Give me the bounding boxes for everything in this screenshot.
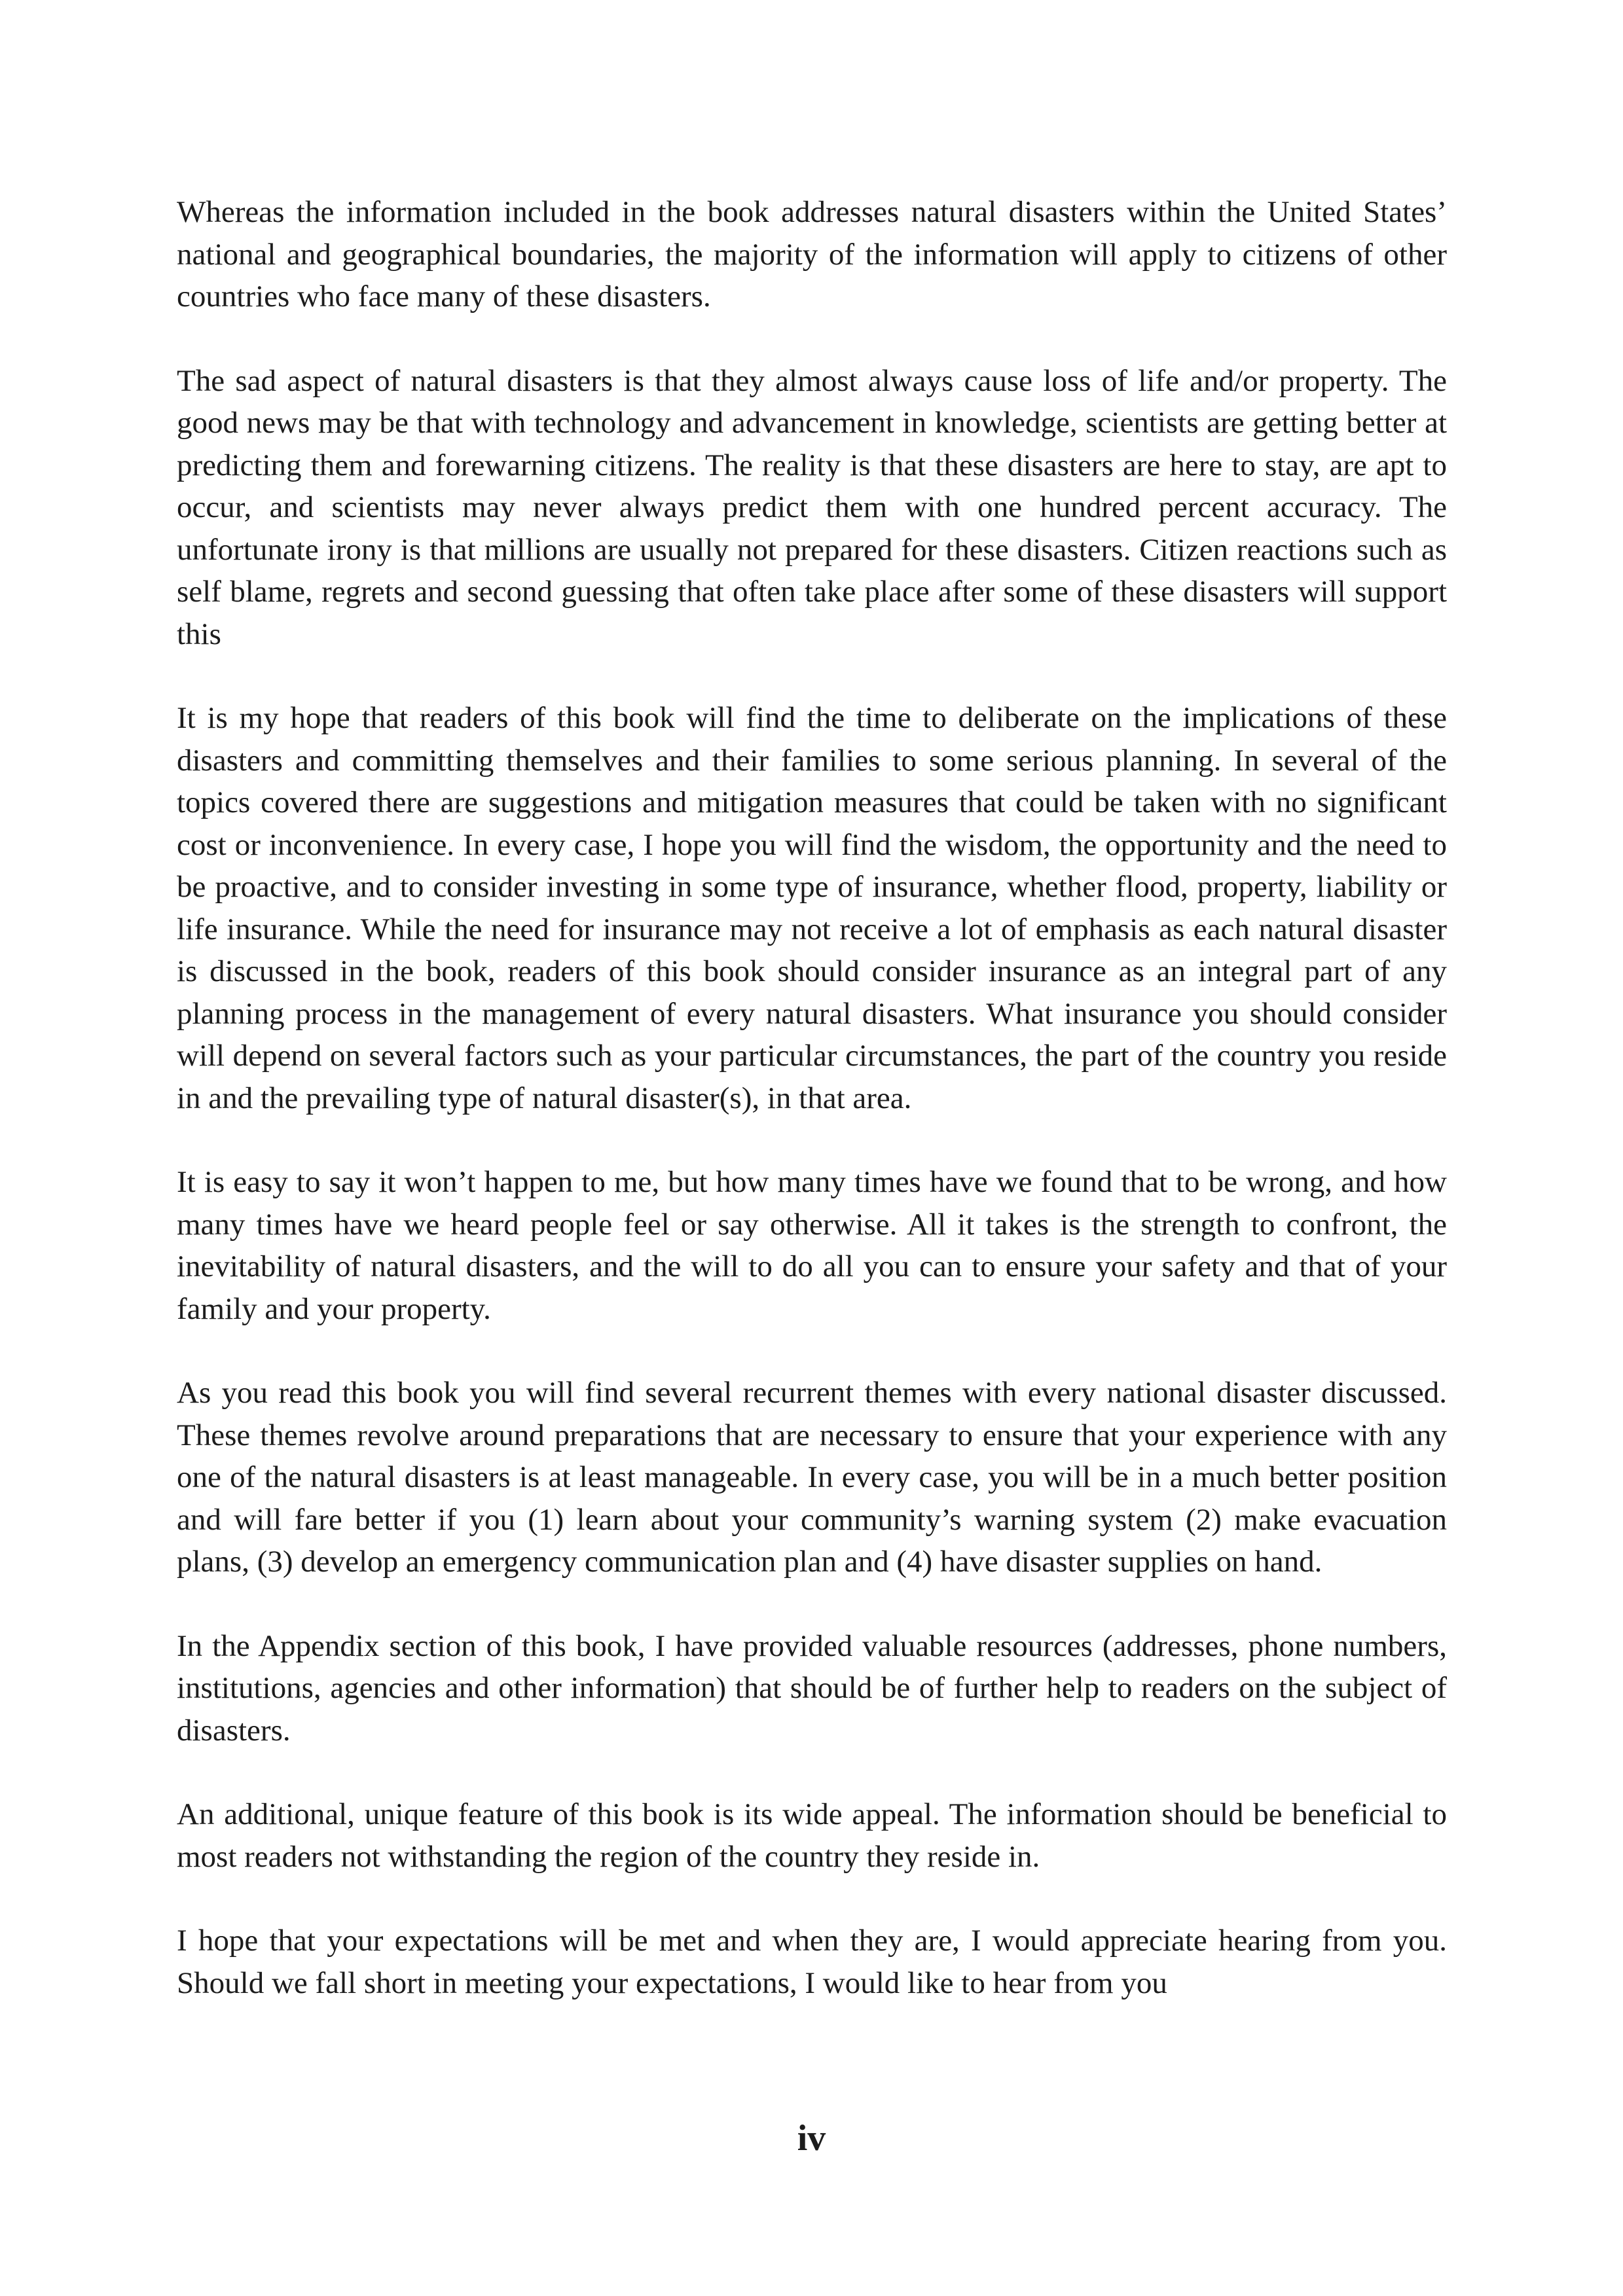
paragraph-expectations: I hope that your expectations will be met and when they are, I would appreciate hearing from you. Should we fall short in meeting your expectations, I would like to hear from you (177, 1924, 1447, 2000)
paragraph-wide-appeal: An additional, unique feature of this book is its wide appeal. The information should be beneficial to most readers not withstanding the region of the country they reside in. (177, 1797, 1447, 1874)
paragraph-loss-of-life: The sad aspect of natural disasters is that they almost always cause loss of life and/or property. The good news may be that with technology and advancement in knowledge, scientists are getting better at predicting them and forewarning citizens. The reality is that these disasters are here to stay, are apt to occur, and scientists may never always predict them with one hundred percent accuracy. The unfortunate irony is that millions are usually not prepared for these disasters. Citizen reactions such as self blame, regrets and second guessing that often take place after some of these disasters will support this (177, 363, 1447, 651)
paragraph-wont-happen-to-me: It is easy to say it won’t happen to me, but how many times have we found that to be wrong, and how many times have we heard people feel or say otherwise. All it takes is the strength to confront, the inevitability of natural disasters, and the will to do all you can to ensure your safety and that of your family and your property. (177, 1165, 1447, 1326)
paragraph-appendix: In the Appendix section of this book, I have provided valuable resources (addresses, phone numbers, institutions, agencies and other information) that should be of further help to readers on the subject of disasters. (177, 1628, 1447, 1748)
page-number: iv (797, 2118, 826, 2159)
paragraph-planning-insurance: It is my hope that readers of this book will find the time to deliberate on the implications of these disasters and committing themselves and their families to some serious planning. In several of the topics covered there are suggestions and mitigation measures that could be taken with no significant cost or inconvenience. In every case, I hope you will find the wisdom, the opportunity and the need to be proactive, and to consider investing in some type of insurance, whether flood, property, liability or life insurance. While the need for insurance may not receive a lot of emphasis as each natural disaster is discussed in the book, readers of this book should consider insurance as an integral part of any planning process in the management of every natural disasters. What insurance you should consider will depend on several factors such as your particular circumstances, the part of the country you reside in and the prevailing type of natural disaster(s), in that area. (177, 701, 1447, 1115)
paragraph-recurrent-themes: As you read this book you will find several recurrent themes with every national disaster discussed. These themes revolve around preparations that are necessary to ensure that your experience with any one of the natural disasters is at least manageable. In every case, you will be in a much better position and will fare better if you (1) learn about your community’s warning system (2) make evacuation plans, (3) develop an emergency communication plan and (4) have disaster supplies on hand. (177, 1376, 1447, 1579)
paragraph-scope: Whereas the information included in the book addresses natural disasters within the United States’ national and geographical boundaries, the majority of the information will apply to citizens of other countries who face many of these disasters. (177, 195, 1447, 314)
body-text (177, 191, 1447, 2046)
